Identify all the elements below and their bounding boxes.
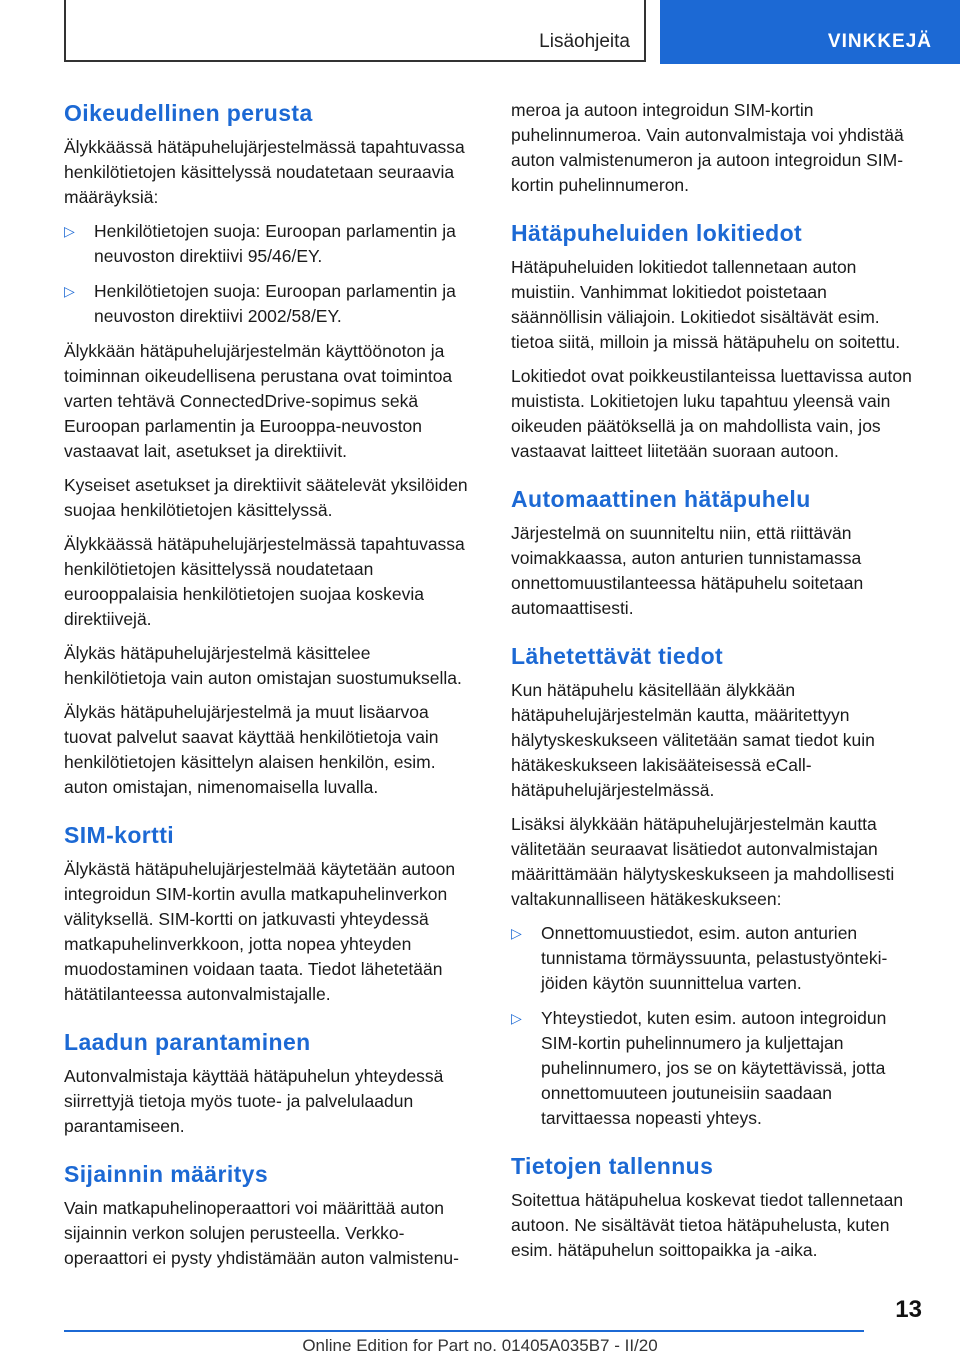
list-item	[511, 1006, 923, 1131]
section-legal-basis	[64, 98, 476, 800]
paragraph: Lisäksi älykkään hätäpuhelujärjestelmän kautta välitetään seuraavat lisätiedot autonvalmistajan määrittämään hälytyskeskukseen ja mahdollisesti valtakunnalliseen hätäkeskukseen:	[511, 814, 895, 909]
paragraph: meroa ja autoon integroidun SIM-kortin puhelinnumeroa. Vain autonvalmistaja voi yhdistää auton valmistenumeron ja autoon integroidun SIM-kortin puhelinnumeron.	[511, 100, 904, 195]
page-number: 13	[895, 1296, 922, 1323]
section-title: Lähetettävät tiedot	[511, 643, 724, 669]
section-data-storage	[511, 1151, 923, 1263]
paragraph: Älykäs hätäpuhelujärjestelmä käsittelee henkilötietoja vain auton omistajan suostumuksella.	[64, 643, 462, 688]
section-sim-card	[64, 820, 476, 1007]
paragraph: Kun hätäpuhelu käsitellään älykkään hätäpuhelujärjestelmän kautta, määritettyyn hälytyskeskukseen välitetään samat tiedot kuin hätäkeskukseen lakisääteisessä eCall-hätäpuhelujärjestelmässä.	[511, 680, 875, 800]
bullet-list	[511, 921, 923, 1131]
paragraph: Älykäs hätäpuhelujärjestelmä ja muut lisäarvoa tuovat palvelut saavat käyttää henkilötietoja vain henkilötietojen käsittelyn alaisen henkilön, esim. auton omistajan, nimenomaisella luvalla.	[64, 702, 439, 797]
bullet-list	[64, 219, 476, 329]
paragraph: Autonvalmistaja käyttää hätäpuhelun yhteydessä siirrettyjä tietoja myös tuote- ja palvelulaadun parantamiseen.	[64, 1066, 444, 1136]
list-item	[64, 279, 476, 329]
list-item-text: Henkilötietojen suoja: Euroopan parlamentin ja neuvoston direktiivi 95/46/EY.	[94, 221, 456, 266]
triangle-bullet-icon: ▷	[64, 283, 75, 299]
paragraph: Älykkään hätäpuhelujärjestelmän käyttöönoton ja toiminnan oikeudellisena perustana ovat toimintoa varten tehtävä ConnectedDrive-sopimus sekä Euroopan parlamentin ja Eurooppa-neuvoston vastaavat lait, asetukset ja direktiivit.	[64, 341, 453, 461]
right-column	[511, 98, 923, 1283]
section-title: Oikeudellinen perusta	[64, 100, 313, 126]
paragraph: Vain matkapuhelinoperaattori voi määrittää auton sijainnin verkon solujen perusteella. Verkko-operaattori ei pysty yhdistämään auton valmistenu-	[64, 1198, 459, 1268]
section-title: Tietojen tallennus	[511, 1153, 714, 1179]
header-section-label[interactable]: Lisäohjeita	[539, 31, 630, 52]
list-item	[511, 921, 923, 996]
triangle-bullet-icon: ▷	[511, 1010, 522, 1026]
section-title: SIM-kortti	[64, 822, 175, 848]
left-column	[64, 98, 476, 1291]
section-call-logs	[511, 218, 923, 464]
section-quality-improvement	[64, 1027, 476, 1139]
footer-divider	[64, 1330, 864, 1332]
section-title: Hätäpuheluiden lokitiedot	[511, 220, 803, 246]
section-title: Automaattinen hätäpuhelu	[511, 486, 811, 512]
paragraph: Älykkäässä hätäpuhelujärjestelmässä tapahtuvassa henkilötietojen käsittelyssä noudatetaan seuraavia määräyksiä:	[64, 137, 465, 207]
section-title: Laadun parantaminen	[64, 1029, 311, 1055]
paragraph: Soitettua hätäpuhelua koskevat tiedot tallennetaan autoon. Ne sisältävät tietoa hätäpuhelusta, kuten esim. hätäpuhelun soittopaikka ja -aika.	[511, 1190, 904, 1260]
header-chapter-tab[interactable]: VINKKEJÄ	[660, 0, 960, 64]
list-item-text: Yhteystiedot, kuten esim. autoon integroidun SIM-kortin puhelinnumero ja kuljettajan puhelinnumero, jos se on käytettävissä, jotta onnettomuuteen joutuneisiin saadaan tarvittaessa nopeasti yhteys.	[541, 1008, 887, 1128]
section-transmitted-data	[511, 641, 923, 1131]
triangle-bullet-icon: ▷	[511, 925, 522, 941]
list-item	[64, 219, 476, 269]
paragraph: Älykästä hätäpuhelujärjestelmää käytetään autoon integroidun SIM-kortin avulla matkapuhelinverkon välityksellä. SIM-kortti on jatkuvasti yhteydessä matkapuhelinverkkoon, jotta nopea yhteyden muodostaminen voidaan taata. Tiedot lähetetään hätätilanteessa autonvalmistajalle.	[64, 859, 456, 1004]
section-continued	[511, 98, 923, 198]
list-item-text: Onnettomuustiedot, esim. auton anturien tunnistama törmäyssuunta, pelastustyöntekijöiden käytön suunnittelua varten.	[541, 923, 888, 993]
paragraph: Älykkäässä hätäpuhelujärjestelmässä tapahtuvassa henkilötietojen käsittelyssä noudatetaan eurooppalaisia henkilötietojen suojaa koskevia direktiivejä.	[64, 534, 465, 629]
paragraph: Lokitiedot ovat poikkeustilanteissa luettavissa auton muistista. Lokitietojen luku tapahtuu yleensä vain oikeuden päätöksellä ja on mahdollista vain, jos vastaavat laitteet liitetään suoraan autoon.	[511, 366, 912, 461]
triangle-bullet-icon: ▷	[64, 223, 75, 239]
paragraph: Kyseiset asetukset ja direktiivit säätelevät yksilöiden suojaa henkilötietojen käsittelyssä.	[64, 475, 468, 520]
paragraph: Hätäpuheluiden lokitiedot tallennetaan auton muistiin. Vanhimmat lokitiedot poistetaan säännöllisin väliajoin. Lokitiedot sisältävät esim. tietoa siitä, milloin ja missä hätäpuhelu on soitettu.	[511, 257, 901, 352]
section-title: Sijainnin määritys	[64, 1161, 269, 1187]
section-automatic-call	[511, 484, 923, 621]
paragraph: Järjestelmä on suunniteltu niin, että riittävän voimakkaassa, auton anturien tunnistamassa onnettomuustilanteessa hätäpuhelu soitetaan automaattisesti.	[511, 523, 864, 618]
footer-edition-text: Online Edition for Part no. 01405A035B7 - II/20	[302, 1336, 658, 1355]
list-item-text: Henkilötietojen suoja: Euroopan parlamentin ja neuvoston direktiivi 2002/58/EY.	[94, 281, 456, 326]
section-location	[64, 1159, 476, 1271]
